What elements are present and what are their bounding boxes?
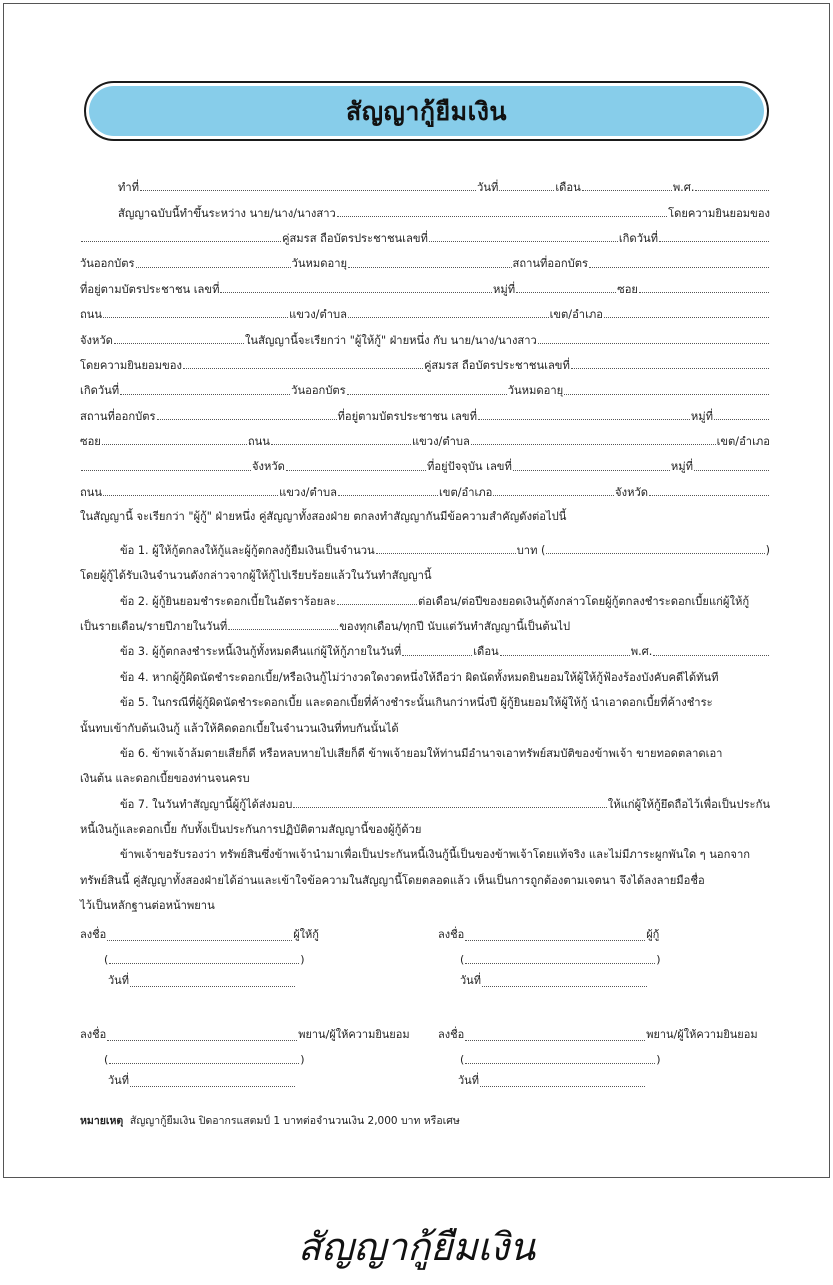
fill-moo-2[interactable] bbox=[714, 418, 769, 420]
fill-province-3[interactable] bbox=[649, 494, 769, 496]
clause-1-text-2: โดยผู้กู้ได้รับเงินจำนวนดังกล่าวจากผู้ให้กู้ไปเรียบร้อยแล้วในวันทำสัญญานี้ bbox=[80, 569, 432, 583]
label-expiry-date: วันหมดอายุ bbox=[291, 257, 348, 271]
fill-current-address[interactable] bbox=[513, 469, 670, 471]
label-day: วันที่ bbox=[477, 181, 499, 195]
fill-soi-2[interactable] bbox=[102, 443, 247, 445]
open-paren: ( bbox=[460, 953, 465, 966]
sign-label: ลงชื่อ bbox=[438, 928, 465, 941]
clause-2-text: ข้อ 2. ผู้กู้ยินยอมชำระดอกเบี้ยในอัตราร้อยละ bbox=[120, 594, 336, 608]
close-paren: ) bbox=[300, 953, 305, 966]
fill-witness-1-signature[interactable] bbox=[107, 1039, 297, 1041]
lender-role: ผู้ให้กู้ bbox=[293, 928, 319, 941]
label-road-3: ถนน bbox=[80, 485, 103, 499]
fill-subdistrict-3[interactable] bbox=[338, 494, 438, 496]
signature-witness-1 bbox=[80, 1020, 410, 1089]
label-soi: ซอย bbox=[617, 282, 638, 296]
note-label: หมายเหตุ bbox=[80, 1115, 124, 1127]
fill-witness-1-printed-name[interactable] bbox=[109, 1062, 299, 1064]
label-issue-place: สถานที่ออกบัตร bbox=[512, 257, 588, 271]
open-paren: ( bbox=[104, 953, 109, 966]
label-moo-3: หมู่ที่ bbox=[670, 460, 693, 474]
sign-label: ลงชื่อ bbox=[80, 928, 107, 941]
label-subdistrict-3: แขวง/ตำบล bbox=[279, 485, 337, 499]
fill-year[interactable] bbox=[695, 189, 769, 191]
line-current-address bbox=[80, 447, 770, 472]
clause-2-text-c: เป็นรายเดือน/รายปีภายในวันที่ bbox=[80, 619, 228, 633]
label-made-at: ทำที่ bbox=[118, 181, 140, 195]
line-province-lender bbox=[80, 320, 770, 345]
clause-2-text-b: ต่อเดือน/ต่อปีของยอดเงินกู้ดังกล่าวโดยผู้กู้ตกลงชำระดอกเบี้ยแก่ผู้ให้กู้ bbox=[418, 594, 750, 608]
line-card-dates bbox=[80, 244, 770, 269]
clause-6-text-2: เงินต้น และดอกเบี้ยของท่านจนครบ bbox=[80, 772, 250, 786]
line-borrower-address-2 bbox=[80, 422, 770, 447]
open-paren: ( bbox=[460, 1053, 465, 1066]
fill-road[interactable] bbox=[103, 316, 288, 318]
clause-2-text-d: ของทุกเดือน/ทุกปี นับแต่วันทำสัญญานี้เป็นต้นไป bbox=[339, 619, 571, 633]
certify-text-3: ไว้เป็นหลักฐานต่อหน้าพยาน bbox=[80, 899, 215, 913]
clause-1-line-2 bbox=[80, 556, 770, 581]
label-issue-date: วันออกบัตร bbox=[80, 257, 135, 271]
clause-2-line-2 bbox=[80, 607, 770, 632]
label-road-2: ถนน bbox=[247, 435, 270, 449]
sign-label: ลงชื่อ bbox=[438, 1028, 465, 1041]
clause-5-line-2 bbox=[80, 708, 770, 733]
clause-6-text: ข้อ 6. ข้าพเจ้าล้มตายเสียก็ดี หรือหลบหายไปเสียก็ดี ข้าพเจ้ายอมให้ท่านมีอำนาจเอาทรัพย์สมบัติของข้าพเจ้า ขายทอดตลาดเอา bbox=[120, 746, 723, 760]
signature-lender bbox=[80, 920, 319, 989]
close-paren: ) bbox=[656, 953, 661, 966]
clause-3-line bbox=[80, 632, 770, 657]
fill-repay-month[interactable] bbox=[500, 654, 630, 656]
close-paren: ) bbox=[300, 1053, 305, 1066]
label-moo: หมู่ที่ bbox=[493, 282, 516, 296]
label-spouse-id-2: คู่สมรส ถือบัตรประชาชนเลขที่ bbox=[423, 358, 570, 372]
fill-expiry-date-2[interactable] bbox=[564, 393, 769, 395]
label-year: พ.ศ. bbox=[672, 181, 695, 195]
fill-address-no-2[interactable] bbox=[478, 418, 690, 420]
clause-5-text-2: นั้นทบเข้ากับต้นเงินกู้ แล้วให้คิดดอกเบี้ยในจำนวนเงินที่ทบกันนั้นได้ bbox=[80, 721, 399, 735]
line-borrower-def bbox=[80, 498, 770, 523]
clause-5-text: ข้อ 5. ในกรณีที่ผู้กู้ผิดนัดชำระดอกเบี้ย และดอกเบี้ยที่ค้างชำระนั้นเกินกว่าหนึ่งปี ผู้กู้ยินยอมให้ผู้ให้กู้ นำเอาดอกเบี้ยที่ค้างชำระ bbox=[120, 696, 713, 710]
label-repay-year: พ.ศ. bbox=[630, 645, 653, 659]
sign-label: ลงชื่อ bbox=[80, 1028, 107, 1041]
label-lender-def: ในสัญญานี้จะเรียกว่า "ผู้ให้กู้" ฝ่ายหนึ่ง กับ นาย/นาง/นางสาว bbox=[244, 333, 537, 347]
line-spouse-id bbox=[80, 219, 770, 244]
fill-interest-rate[interactable] bbox=[337, 603, 417, 605]
fill-issue-date-2[interactable] bbox=[347, 393, 507, 395]
fill-subdistrict[interactable] bbox=[348, 316, 549, 318]
certify-text-1: ข้าพเจ้าขอรับรองว่า ทรัพย์สินซึ่งข้าพเจ้านำมาเพื่อเป็นประกันหนี้เงินกู้นี้เป็นของข้าพเจ้าโดยแท้จริง และไม่มีภาระผูกพันใด ๆ นอกจาก bbox=[120, 848, 751, 862]
label-parties: สัญญาฉบับนี้ทำขึ้นระหว่าง นาย/นาง/นางสาว bbox=[118, 206, 336, 220]
line-borrower-dates bbox=[80, 371, 770, 396]
date-label: วันที่ bbox=[108, 1074, 129, 1087]
clause-3-text: ข้อ 3. ผู้กู้ตกลงชำระหนี้เงินกู้ทั้งหมดคืนแก่ผู้ให้กู้ภายในวันที่ bbox=[120, 645, 402, 659]
line-address-2 bbox=[80, 295, 770, 320]
fill-spouse-id[interactable] bbox=[429, 240, 618, 242]
label-consent-of: โดยความยินยอมของ bbox=[668, 206, 770, 220]
label-province-2: จังหวัด bbox=[252, 460, 285, 474]
label-district-2: เขต/อำเภอ bbox=[716, 435, 770, 449]
clause-1-text: ข้อ 1. ผู้ให้กู้ตกลงให้กู้และผู้กู้ตกลงกู้ยืมเงินเป็นจำนวน bbox=[120, 543, 375, 557]
title-banner bbox=[84, 81, 769, 141]
line-place-date bbox=[80, 168, 770, 193]
fill-repay-day[interactable] bbox=[402, 654, 472, 656]
fill-spouse-id-2[interactable] bbox=[571, 367, 769, 369]
fill-address-no[interactable] bbox=[220, 291, 492, 293]
fill-borrower-spouse[interactable] bbox=[183, 367, 423, 369]
fill-district-2[interactable] bbox=[81, 469, 251, 471]
label-month: เดือน bbox=[555, 181, 581, 195]
fill-month[interactable] bbox=[582, 189, 672, 191]
close-paren: ) bbox=[656, 1053, 661, 1066]
line-address-1 bbox=[80, 270, 770, 295]
certify-line-1 bbox=[80, 835, 770, 860]
clause-4-text: ข้อ 4. หากผู้กู้ผิดนัดชำระดอกเบี้ย/หรือเงินกู้ไม่ว่างวดใดงวดหนึ่งให้ถือว่า ผิดนัดทั้งหมดยินยอมให้ผู้ให้กู้ฟ้องร้องบังคับคดีได้ทันที bbox=[120, 670, 719, 684]
witness-1-role: พยาน/ผู้ให้ความยินยอม bbox=[298, 1028, 410, 1041]
close-paren-1: ) bbox=[765, 543, 770, 557]
clause-2-line-1 bbox=[80, 581, 770, 606]
fill-issue-date[interactable] bbox=[136, 266, 291, 268]
fill-moo[interactable] bbox=[516, 291, 616, 293]
label-road: ถนน bbox=[80, 308, 103, 322]
label-moo-2: หมู่ที่ bbox=[690, 409, 713, 423]
date-label: วันที่ bbox=[460, 974, 481, 987]
footer-title: สัญญากู้ยืมเงิน bbox=[297, 1225, 536, 1269]
label-district-3: เขต/อำเภอ bbox=[438, 485, 493, 499]
stamp-duty-note bbox=[80, 1112, 460, 1129]
certify-line-3 bbox=[80, 886, 770, 911]
text-borrower-def: ในสัญญานี้ จะเรียกว่า "ผู้กู้" ฝ่ายหนึ่ง คู่สัญญาทั้งสองฝ่าย ตกลงทำสัญญากันมีข้อความสำคัญดังต่อไปนี้ bbox=[80, 510, 567, 524]
label-province-3: จังหวัด bbox=[615, 485, 648, 499]
fill-district[interactable] bbox=[604, 316, 769, 318]
fill-birthdate[interactable] bbox=[659, 240, 769, 242]
label-current-address: ที่อยู่ปัจจุบัน เลขที่ bbox=[426, 460, 512, 474]
label-soi-2: ซอย bbox=[80, 435, 101, 449]
fill-lender-name[interactable] bbox=[337, 215, 667, 217]
label-spouse-id: คู่สมรส ถือบัตรประชาชนเลขที่ bbox=[282, 231, 428, 245]
fill-province[interactable] bbox=[114, 342, 244, 344]
note-text: สัญญากู้ยืมเงิน ปิดอากรแสตมป์ 1 บาทต่อจำนวนเงิน 2,000 บาท หรือเศษ bbox=[129, 1115, 460, 1127]
label-birthdate: เกิดวันที่ bbox=[618, 231, 658, 245]
fill-soi[interactable] bbox=[639, 291, 769, 293]
fill-made-at[interactable] bbox=[140, 189, 476, 191]
clause-5-line-1 bbox=[80, 683, 770, 708]
label-issue-date-2: วันออกบัตร bbox=[291, 384, 346, 398]
label-subdistrict: แขวง/ตำบล bbox=[289, 308, 347, 322]
fill-borrower-signature[interactable] bbox=[465, 939, 645, 941]
fill-collateral[interactable] bbox=[293, 806, 606, 808]
fill-issue-place-2[interactable] bbox=[157, 418, 337, 420]
fill-witness-1-sign-date[interactable] bbox=[130, 1085, 295, 1087]
clause-7-text: ข้อ 7. ในวันทำสัญญานี้ผู้กู้ได้ส่งมอบ bbox=[120, 797, 293, 811]
fill-moo-3[interactable] bbox=[694, 469, 769, 471]
label-expiry-date-2: วันหมดอายุ bbox=[507, 384, 564, 398]
fill-loan-amount[interactable] bbox=[376, 552, 516, 554]
open-paren: ( bbox=[104, 1053, 109, 1066]
fill-spouse-name[interactable] bbox=[81, 240, 281, 242]
fill-day[interactable] bbox=[499, 189, 554, 191]
date-label: วันที่ bbox=[458, 1074, 479, 1087]
clause-7-line-2 bbox=[80, 810, 770, 835]
clause-6-line-1 bbox=[80, 734, 770, 759]
fill-road-2[interactable] bbox=[271, 443, 411, 445]
fill-lender-printed-name[interactable] bbox=[109, 962, 299, 964]
clause-1-line-1 bbox=[80, 531, 770, 556]
document-title: สัญญากู้ยืมเงิน bbox=[345, 97, 507, 126]
date-label: วันที่ bbox=[108, 974, 129, 987]
fill-witness-2-printed-name[interactable] bbox=[465, 1062, 655, 1064]
fill-witness-2-signature[interactable] bbox=[465, 1039, 645, 1041]
label-address-no: ที่อยู่ตามบัตรประชาชน เลขที่ bbox=[80, 282, 220, 296]
fill-borrower-name[interactable] bbox=[538, 342, 769, 344]
fill-birthdate-2[interactable] bbox=[120, 393, 290, 395]
fill-borrower-printed-name[interactable] bbox=[465, 962, 655, 964]
certify-line-2 bbox=[80, 861, 770, 886]
fill-repay-year[interactable] bbox=[653, 654, 769, 656]
fill-expiry-date[interactable] bbox=[348, 266, 511, 268]
clause-7-text-b: ให้แก่ผู้ให้กู้ยึดถือไว้เพื่อเป็นประกัน bbox=[607, 797, 770, 811]
fill-borrower-sign-date[interactable] bbox=[482, 985, 647, 987]
label-address-no-2: ที่อยู่ตามบัตรประชาชน เลขที่ bbox=[337, 409, 477, 423]
clause-6-line-2 bbox=[80, 759, 770, 784]
contract-body bbox=[80, 168, 770, 911]
clause-7-line-1 bbox=[80, 784, 770, 809]
fill-lender-signature[interactable] bbox=[107, 939, 292, 941]
line-parties bbox=[80, 193, 770, 218]
label-subdistrict-2: แขวง/ตำบล bbox=[411, 435, 470, 449]
label-district: เขต/อำเภอ bbox=[549, 308, 603, 322]
fill-district-3[interactable] bbox=[493, 494, 614, 496]
fill-lender-sign-date[interactable] bbox=[130, 985, 295, 987]
fill-province-2[interactable] bbox=[286, 469, 426, 471]
witness-2-role: พยาน/ผู้ให้ความยินยอม bbox=[646, 1028, 758, 1041]
label-birthdate-2: เกิดวันที่ bbox=[80, 384, 120, 398]
fill-issue-place[interactable] bbox=[589, 266, 769, 268]
fill-loan-amount-words[interactable] bbox=[546, 552, 764, 554]
signature-borrower bbox=[438, 920, 661, 989]
label-issue-place-2: สถานที่ออกบัตร bbox=[80, 409, 156, 423]
clause-4-line bbox=[80, 658, 770, 683]
fill-subdistrict-2[interactable] bbox=[471, 443, 716, 445]
signature-witness-2 bbox=[438, 1020, 758, 1089]
fill-interest-day[interactable] bbox=[228, 628, 338, 630]
line-borrower-consent bbox=[80, 346, 770, 371]
line-borrower-address-1 bbox=[80, 397, 770, 422]
borrower-role: ผู้กู้ bbox=[646, 928, 660, 941]
label-province: จังหวัด bbox=[80, 333, 113, 347]
label-repay-month: เดือน bbox=[473, 645, 499, 659]
label-consent-of-2: โดยความยินยอมของ bbox=[80, 358, 182, 372]
label-baht: บาท ( bbox=[516, 543, 546, 557]
clause-7-text-2: หนี้เงินกู้และดอกเบี้ย กับทั้งเป็นประกันการปฏิบัติตามสัญญานี้ของผู้กู้ด้วย bbox=[80, 823, 422, 837]
line-current-address-2 bbox=[80, 473, 770, 498]
fill-witness-2-sign-date[interactable] bbox=[480, 1085, 645, 1087]
certify-text-2: ทรัพย์สินนี้ คู่สัญญาทั้งสองฝ่ายได้อ่านและเข้าใจข้อความในสัญญานี้โดยตลอดแล้ว เห็นเป็นการถูกต้องตามเจตนา จึงได้ลงลายมือชื่อ bbox=[80, 873, 705, 887]
fill-road-3[interactable] bbox=[103, 494, 278, 496]
